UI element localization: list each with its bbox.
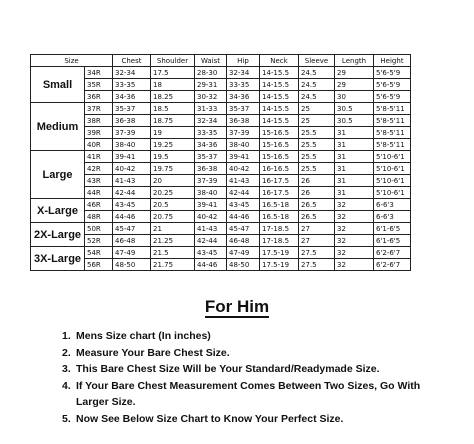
header-chest: Chest (113, 55, 151, 67)
table-row (31, 187, 411, 199)
hip-cell: 36-38 (227, 115, 260, 127)
chest-cell: 37-39 (113, 127, 151, 139)
table-row (31, 103, 411, 115)
sleeve-cell: 25.5 (299, 127, 335, 139)
hip-cell: 37-39 (227, 127, 260, 139)
length-cell: 32 (335, 235, 374, 247)
sleeve-cell: 27 (299, 223, 335, 235)
sleeve-cell: 25.5 (299, 139, 335, 151)
header-row (31, 55, 411, 67)
shoulder-cell: 19.25 (151, 139, 195, 151)
size-code-cell: 43R (85, 175, 113, 187)
waist-cell: 36-38 (195, 163, 227, 175)
sleeve-cell: 27.5 (299, 247, 335, 259)
neck-cell: 16-17.5 (260, 175, 299, 187)
height-cell: 5'6-5'9 (374, 79, 411, 91)
neck-cell: 14-15.5 (260, 67, 299, 79)
chest-cell: 39-41 (113, 151, 151, 163)
instruction-text: Now See Below Size Chart to Know Your Perfect Size. (76, 412, 344, 425)
chest-cell: 36-38 (113, 115, 151, 127)
length-cell: 31 (335, 175, 374, 187)
shoulder-cell: 19.5 (151, 151, 195, 163)
sleeve-cell: 26 (299, 187, 335, 199)
instruction-text: This Bare Chest Size Will be Your Standard/Readymade Size. (76, 363, 380, 375)
hip-cell: 39-41 (227, 151, 260, 163)
waist-cell: 38-40 (195, 187, 227, 199)
waist-cell: 31-33 (195, 103, 227, 115)
size-code-cell: 34R (85, 67, 113, 79)
table-row (31, 199, 411, 211)
height-cell: 6-6'3 (374, 199, 411, 211)
waist-cell: 30-32 (195, 91, 227, 103)
height-cell: 5'8-5'11 (374, 115, 411, 127)
chest-cell: 33-35 (113, 79, 151, 91)
neck-cell: 16.5-18 (260, 199, 299, 211)
height-cell: 5'10-6'1 (374, 163, 411, 175)
height-cell: 6'1-6'5 (374, 235, 411, 247)
waist-cell: 44-46 (195, 259, 227, 271)
table-row (31, 151, 411, 163)
table-row (31, 91, 411, 103)
hip-cell: 38-40 (227, 139, 260, 151)
shoulder-cell: 18 (151, 79, 195, 91)
waist-cell: 39-41 (195, 199, 227, 211)
waist-cell: 35-37 (195, 151, 227, 163)
size-group-name: X-Large (31, 199, 85, 223)
shoulder-cell: 19 (151, 127, 195, 139)
waist-cell: 42-44 (195, 235, 227, 247)
size-code-cell: 38R (85, 115, 113, 127)
size-chart-table (30, 54, 411, 271)
height-cell: 5'6-5'9 (374, 67, 411, 79)
height-cell: 5'6-5'9 (374, 91, 411, 103)
instruction-item (62, 361, 452, 378)
size-code-cell: 48R (85, 211, 113, 223)
neck-cell: 14-15.5 (260, 115, 299, 127)
neck-cell: 15-16.5 (260, 139, 299, 151)
header-neck: Neck (260, 55, 299, 67)
header-waist: Waist (195, 55, 227, 67)
instruction-text: Measure Your Bare Chest Size. (76, 346, 230, 359)
sleeve-cell: 26.5 (299, 211, 335, 223)
height-cell: 5'10-6'1 (374, 151, 411, 163)
header-hip: Hip (227, 55, 260, 67)
size-group-name: Large (31, 151, 85, 199)
sleeve-cell: 25 (299, 103, 335, 115)
waist-cell: 28-30 (195, 67, 227, 79)
sleeve-cell: 27 (299, 235, 335, 247)
size-code-cell: 44R (85, 187, 113, 199)
hip-cell: 34-36 (227, 91, 260, 103)
length-cell: 32 (335, 199, 374, 211)
size-group-name: Medium (31, 103, 85, 151)
hip-cell: 32-34 (227, 67, 260, 79)
shoulder-cell: 20.75 (151, 211, 195, 223)
chest-cell: 44-46 (113, 211, 151, 223)
size-group-name: 3X-Large (31, 247, 85, 271)
size-code-cell: 56R (85, 259, 113, 271)
neck-cell: 16.5-18 (260, 211, 299, 223)
sleeve-cell: 24.5 (299, 79, 335, 91)
sleeve-cell: 25.5 (299, 151, 335, 163)
shoulder-cell: 17.5 (151, 67, 195, 79)
height-cell: 6-6'3 (374, 211, 411, 223)
neck-cell: 14-15.5 (260, 91, 299, 103)
table-row (31, 247, 411, 259)
waist-cell: 33-35 (195, 127, 227, 139)
neck-cell: 16-17.5 (260, 187, 299, 199)
shoulder-cell: 18.75 (151, 115, 195, 127)
neck-cell: 17.5-19 (260, 247, 299, 259)
shoulder-cell: 20.5 (151, 199, 195, 211)
hip-cell: 33-35 (227, 79, 260, 91)
shoulder-cell: 21.75 (151, 259, 195, 271)
hip-cell: 40-42 (227, 163, 260, 175)
neck-cell: 17.5-19 (260, 259, 299, 271)
instruction-text: If Your Bare Chest Measurement Comes Between Two Sizes, Go With Larger Size. (76, 379, 421, 408)
size-group-name: Small (31, 67, 85, 103)
height-cell: 5'8-5'11 (374, 103, 411, 115)
section-heading-text: For Him (204, 297, 270, 316)
size-code-cell: 40R (85, 139, 113, 151)
waist-cell: 29-31 (195, 79, 227, 91)
hip-cell: 35-37 (227, 103, 260, 115)
table-row (31, 175, 411, 187)
chest-cell: 45-47 (113, 223, 151, 235)
chest-cell: 47-49 (113, 247, 151, 259)
table-row (31, 67, 411, 79)
chest-cell: 40-42 (113, 163, 151, 175)
chest-cell: 32-34 (113, 67, 151, 79)
size-code-cell: 39R (85, 127, 113, 139)
instruction-number: 1. (62, 330, 71, 342)
sleeve-cell: 24.5 (299, 91, 335, 103)
neck-cell: 17-18.5 (260, 223, 299, 235)
height-cell: 6'2-6'7 (374, 259, 411, 271)
instruction-item (62, 411, 452, 428)
shoulder-cell: 20 (151, 175, 195, 187)
chest-cell: 38-40 (113, 139, 151, 151)
length-cell: 32 (335, 223, 374, 235)
height-cell: 6'1-6'5 (374, 223, 411, 235)
sleeve-cell: 25 (299, 115, 335, 127)
size-code-cell: 37R (85, 103, 113, 115)
table-row (31, 211, 411, 223)
waist-cell: 43-45 (195, 247, 227, 259)
sleeve-cell: 25.5 (299, 163, 335, 175)
shoulder-cell: 21.5 (151, 247, 195, 259)
table-row (31, 115, 411, 127)
shoulder-cell: 19.75 (151, 163, 195, 175)
table-row (31, 163, 411, 175)
hip-cell: 44-46 (227, 211, 260, 223)
shoulder-cell: 20.25 (151, 187, 195, 199)
waist-cell: 34-36 (195, 139, 227, 151)
length-cell: 30.5 (335, 103, 374, 115)
table-row (31, 223, 411, 235)
hip-cell: 41-43 (227, 175, 260, 187)
size-code-cell: 35R (85, 79, 113, 91)
size-code-cell: 52R (85, 235, 113, 247)
length-cell: 32 (335, 247, 374, 259)
shoulder-cell: 21.25 (151, 235, 195, 247)
length-cell: 31 (335, 163, 374, 175)
size-code-cell: 41R (85, 151, 113, 163)
sleeve-cell: 27.5 (299, 259, 335, 271)
length-cell: 32 (335, 211, 374, 223)
neck-cell: 14-15.5 (260, 79, 299, 91)
waist-cell: 37-39 (195, 175, 227, 187)
neck-cell: 16-16.5 (260, 163, 299, 175)
size-code-cell: 42R (85, 163, 113, 175)
table-row (31, 127, 411, 139)
chest-cell: 43-45 (113, 199, 151, 211)
table-row (31, 259, 411, 271)
table-row (31, 79, 411, 91)
table-row (31, 139, 411, 151)
chest-cell: 34-36 (113, 91, 151, 103)
height-cell: 6'2-6'7 (374, 247, 411, 259)
height-cell: 5'8-5'11 (374, 139, 411, 151)
section-heading (0, 297, 474, 317)
length-cell: 31 (335, 151, 374, 163)
instruction-item (62, 378, 452, 411)
waist-cell: 40-42 (195, 211, 227, 223)
hip-cell: 47-49 (227, 247, 260, 259)
height-cell: 5'8-5'11 (374, 127, 411, 139)
table-row (31, 235, 411, 247)
size-code-cell: 50R (85, 223, 113, 235)
size-chart-body (31, 67, 411, 271)
instruction-number: 2. (62, 346, 71, 359)
hip-cell: 46-48 (227, 235, 260, 247)
sleeve-cell: 26.5 (299, 199, 335, 211)
height-cell: 5'10-6'1 (374, 187, 411, 199)
instruction-number: 3. (62, 363, 71, 375)
neck-cell: 14-15.5 (260, 103, 299, 115)
length-cell: 31 (335, 127, 374, 139)
header-shoulder: Shoulder (151, 55, 195, 67)
hip-cell: 45-47 (227, 223, 260, 235)
chest-cell: 42-44 (113, 187, 151, 199)
instruction-text: Mens Size chart (In inches) (76, 330, 211, 342)
header-height: Height (374, 55, 411, 67)
instruction-number: 5. (62, 412, 71, 425)
hip-cell: 43-45 (227, 199, 260, 211)
sleeve-cell: 26 (299, 175, 335, 187)
waist-cell: 32-34 (195, 115, 227, 127)
shoulder-cell: 18.5 (151, 103, 195, 115)
hip-cell: 42-44 (227, 187, 260, 199)
length-cell: 29 (335, 67, 374, 79)
sleeve-cell: 24.5 (299, 67, 335, 79)
chest-cell: 46-48 (113, 235, 151, 247)
neck-cell: 17-18.5 (260, 235, 299, 247)
size-code-cell: 54R (85, 247, 113, 259)
chest-cell: 41-43 (113, 175, 151, 187)
length-cell: 31 (335, 139, 374, 151)
size-code-cell: 36R (85, 91, 113, 103)
length-cell: 30 (335, 91, 374, 103)
hip-cell: 48-50 (227, 259, 260, 271)
shoulder-cell: 18.25 (151, 91, 195, 103)
height-cell: 5'10-6'1 (374, 175, 411, 187)
header-sleeve: Sleeve (299, 55, 335, 67)
instruction-list (62, 328, 452, 427)
neck-cell: 15-16.5 (260, 151, 299, 163)
chest-cell: 35-37 (113, 103, 151, 115)
length-cell: 30.5 (335, 115, 374, 127)
neck-cell: 15-16.5 (260, 127, 299, 139)
length-cell: 32 (335, 259, 374, 271)
size-code-cell: 46R (85, 199, 113, 211)
length-cell: 31 (335, 187, 374, 199)
waist-cell: 41-43 (195, 223, 227, 235)
chest-cell: 48-50 (113, 259, 151, 271)
instruction-item (62, 328, 452, 345)
shoulder-cell: 21 (151, 223, 195, 235)
header-size: Size (31, 55, 113, 67)
instruction-item (62, 345, 452, 362)
header-length: Length (335, 55, 374, 67)
instruction-number: 4. (62, 379, 71, 392)
size-group-name: 2X-Large (31, 223, 85, 247)
length-cell: 29 (335, 79, 374, 91)
